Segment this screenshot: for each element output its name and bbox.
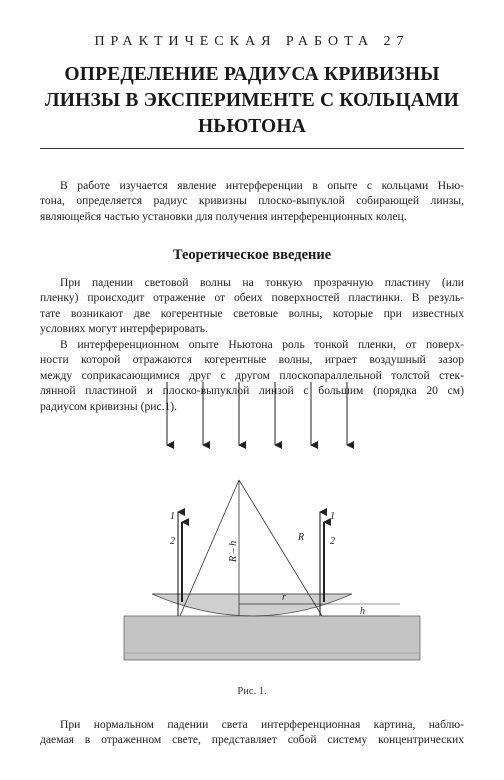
r-minus-h-label: R – h [228,540,239,562]
text-line: пленку) происходит отражение от обеих поверхностей пластинки. В резуль- [40,291,464,305]
text-line: При падении световой волны на тонкую прозрачную пластину (или [60,276,464,289]
text-line: В интерференционном опыте Ньютона роль тонкой пленки, от поверх- [60,338,464,351]
text-line: даемая в отраженном свете, представляет собой систему концентрических [40,733,464,747]
newton-rings-diagram [0,372,504,682]
theory-paragraph-1 [40,275,464,337]
text-line: лянной пластиной и плоско-выпуклой линзой с большим (порядка 20 см) [40,384,464,398]
radius-label: R [298,532,305,543]
ray-2-left-label: 2 [170,536,175,547]
text-line: условиях могут интерферировать. [40,322,208,336]
ray-1-left-label: 1 [170,511,175,522]
text-line: ности которой отражаются когерентные волны, играет воздушный зазор [40,353,464,367]
gap-h-label: h [360,606,365,617]
text-line: между соприкасающимися друг с другом плоскопараллельной толстой стек- [40,368,464,382]
running-head: ПРАКТИЧЕСКАЯ РАБОТА 27 [94,34,410,49]
intro-paragraph [40,178,464,224]
figure-caption: Рис. 1. [237,686,267,697]
bottom-paragraph [40,717,464,748]
ray-2-right-label: 2 [330,536,335,547]
small-r-label: r [282,592,286,603]
page-title [40,62,464,140]
text-line: При нормальном падении света интерференционная картина, наблю- [60,718,464,731]
text-line: тате возникают две когерентные световые волны, которые при известных [40,306,464,320]
text-line: В работе изучается явление интерференции в опыте с кольцами Нью- [60,179,464,192]
title-rule [40,148,464,149]
title-line: ОПРЕДЕЛЕНИЕ РАДИУСА КРИВИЗНЫ [64,64,440,85]
title-line: ЛИНЗЫ В ЭКСПЕРИМЕНТЕ С КОЛЬЦАМИ [45,90,459,111]
title-line: НЬЮТОНА [197,116,307,137]
text-line: тона, определяется радиус кривизны плоско-выпуклой собирающей линзы, [40,194,464,208]
text-line: являющейся частью установки для получения интерференционных колец. [40,209,407,223]
incident-rays [167,382,347,445]
section-heading: Теоретическое введение [172,247,332,263]
ray-1-right-label: 1 [330,511,335,522]
glass-plate [124,616,420,660]
text-line: радиусом кривизны (рис.1). [40,399,178,413]
